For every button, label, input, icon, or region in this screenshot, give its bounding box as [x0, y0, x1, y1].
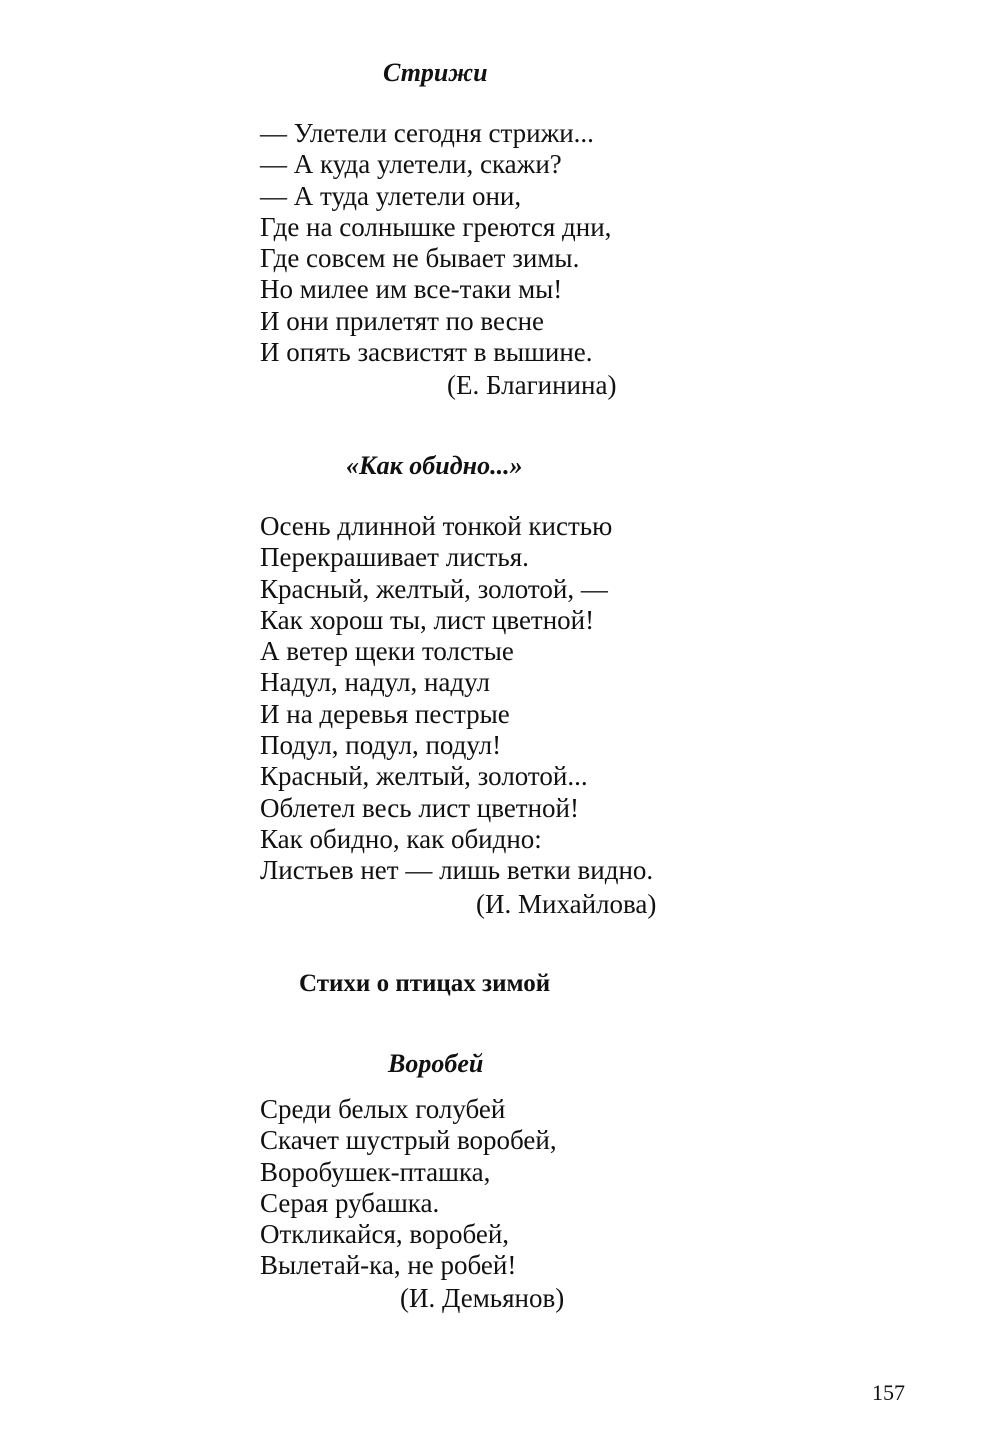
poem-stanza-kak-obidno	[260, 511, 653, 887]
section-heading: Стихи о птицах зимой	[299, 970, 551, 997]
poem-line: Перекрашивает листья.	[260, 542, 529, 573]
poem-title-strizhi: Стрижи	[383, 58, 488, 87]
poem-line: Как обидно, как обидно:	[260, 823, 542, 854]
poem-author-demyanov: (И. Демьянов)	[400, 1283, 565, 1313]
poem-line: Где совсем не бывает зимы.	[260, 243, 580, 274]
poem-line: Подул, подул, подул!	[260, 730, 502, 761]
poem-line: Скачет шустрый воробей,	[260, 1125, 557, 1156]
poem-line: Серая рубашка.	[260, 1187, 440, 1218]
poem-line: Облетел весь лист цветной!	[260, 792, 579, 823]
poem-line: И на деревья пестрые	[260, 698, 510, 729]
poem-line: Но милее им все-таки мы!	[260, 274, 563, 305]
poem-line: Среди белых голубей	[260, 1094, 506, 1124]
poem-line: Как хорош ты, лист цветной!	[260, 604, 595, 635]
poem-line: — А куда улетели, скажи?	[260, 149, 562, 180]
poem-author-mikhailova: (И. Михайлова)	[476, 889, 657, 919]
poem-line: Красный, желтый, золотой, —	[260, 573, 608, 604]
page-number: 157	[872, 1380, 905, 1405]
poem-line: Вылетай-ка, не робей!	[260, 1250, 517, 1281]
poem-title-vorobei: Воробей	[388, 1049, 484, 1078]
poem-line: И они прилетят по весне	[260, 305, 545, 336]
poem-line: — Улетели сегодня стрижи...	[260, 118, 594, 148]
poem-author-blaginina: (Е. Благинина)	[447, 370, 617, 400]
poem-line: А ветер щеки толстые	[260, 636, 514, 667]
poem-line: Осень длинной тонкой кистью	[260, 511, 613, 541]
poem-line: Надул, надул, надул	[260, 667, 490, 698]
poem-line: Где на солнышке греются дни,	[260, 211, 612, 242]
poem-line: И опять засвистят в вышине.	[260, 337, 593, 368]
poem-line: Красный, желтый, золотой...	[260, 761, 588, 792]
poem-line: — А туда улетели они,	[260, 180, 522, 211]
poem-stanza-strizhi	[260, 118, 611, 368]
poem-line: Откликайся, воробей,	[260, 1219, 510, 1250]
poem-stanza-vorobei	[260, 1094, 557, 1282]
poem-line: Листьев нет — лишь ветки видно.	[260, 855, 654, 886]
poem-line: Воробушек-пташка,	[260, 1156, 491, 1187]
poem-title-kak-obidno: «Как обидно...»	[346, 451, 523, 480]
